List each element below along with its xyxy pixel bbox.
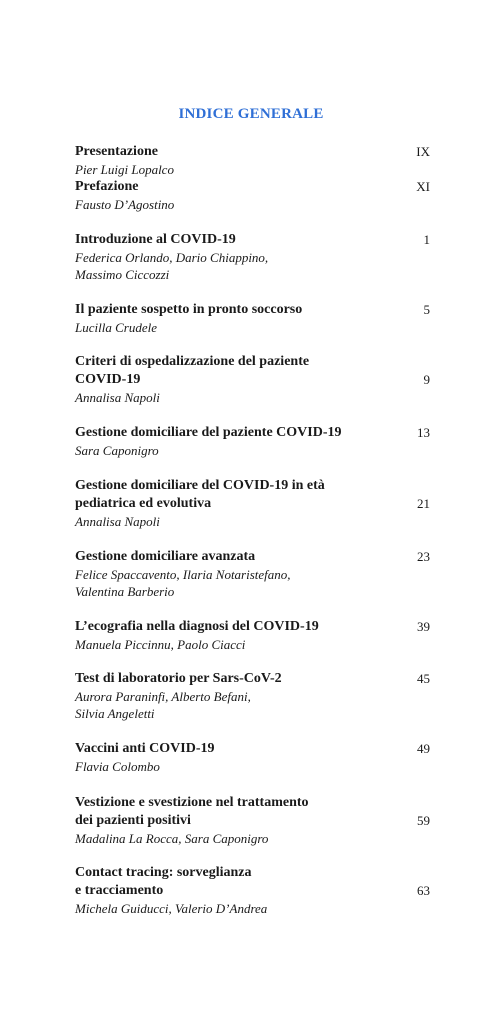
toc-entry-presentazione[interactable] [75, 143, 430, 178]
toc-entry-gestione-avanzata[interactable] [75, 548, 430, 600]
entry-authors: Michela Guiducci, Valerio D’Andrea [75, 901, 268, 916]
toc-entry-gestione-pediatrica[interactable] [75, 477, 430, 530]
toc-entry-gestione-domiciliare[interactable] [75, 424, 430, 459]
entry-authors: Flavia Colombo [75, 759, 160, 774]
toc-entry-contact-tracing[interactable] [75, 864, 430, 917]
entry-page-number: 9 [423, 372, 430, 387]
entry-page-number: XI [416, 179, 430, 194]
entry-page-number: 59 [417, 813, 430, 828]
entry-title: Introduzione al COVID-19 [75, 232, 236, 247]
entry-page-number: IX [416, 144, 430, 159]
entry-authors: Federica Orlando, Dario Chiappino, Massimo Ciccozzi [75, 250, 269, 282]
entry-authors: Fausto D’Agostino [75, 197, 175, 212]
entry-title: Vestizione e svestizione nel trattamento dei pazienti positivi [75, 795, 309, 828]
toc-entry-paziente-sospetto[interactable] [75, 301, 430, 336]
entry-page-number: 45 [417, 671, 430, 686]
toc-entry-criteri-ospedalizzazione[interactable] [75, 353, 430, 406]
entry-title: Prefazione [75, 179, 139, 194]
entry-authors: Lucilla Crudele [75, 320, 157, 335]
entry-page-number: 23 [417, 549, 430, 564]
entry-authors: Manuela Piccinnu, Paolo Ciacci [75, 637, 246, 652]
entry-title: Test di laboratorio per Sars-CoV-2 [75, 671, 282, 686]
entry-title: Gestione domiciliare del COVID-19 in età pediatrica ed evolutiva [75, 478, 325, 511]
entry-authors: Pier Luigi Lopalco [75, 162, 174, 177]
entry-title: Contact tracing: sorveglianza e tracciamento [75, 865, 252, 898]
entry-authors: Sara Caponigro [75, 443, 159, 458]
entry-page-number: 63 [417, 883, 430, 898]
entry-authors: Annalisa Napoli [75, 514, 160, 529]
toc-entry-test-laboratorio[interactable] [75, 670, 430, 722]
entry-page-number: 1 [423, 232, 430, 247]
toc-entry-prefazione[interactable] [75, 178, 430, 213]
entry-page-number: 39 [417, 619, 430, 634]
entry-authors: Madalina La Rocca, Sara Caponigro [75, 831, 269, 846]
entry-authors: Annalisa Napoli [75, 390, 160, 405]
entry-title: Presentazione [75, 144, 158, 159]
entry-authors: Felice Spaccavento, Ilaria Notaristefano, Valentina Barberio [75, 567, 291, 599]
toc-entry-vaccini[interactable] [75, 740, 430, 775]
toc-entry-ecografia[interactable] [75, 618, 430, 653]
entry-title: Gestione domiciliare avanzata [75, 549, 256, 564]
entry-title: L’ecografia nella diagnosi del COVID-19 [75, 619, 319, 634]
toc-entry-introduzione[interactable] [75, 231, 430, 283]
entry-page-number: 13 [417, 425, 430, 440]
entry-title: Il paziente sospetto in pronto soccorso [75, 302, 303, 317]
toc-entry-vestizione[interactable] [75, 794, 430, 847]
entry-title: Criteri di ospedalizzazione del paziente COVID-19 [75, 354, 310, 387]
entry-page-number: 21 [417, 496, 430, 511]
entry-page-number: 5 [423, 302, 430, 317]
entry-title: Vaccini anti COVID-19 [75, 741, 215, 756]
page-title: INDICE GENERALE [178, 106, 324, 122]
entry-page-number: 49 [417, 741, 430, 756]
entry-authors: Aurora Paraninfi, Alberto Befani, Silvia Angeletti [75, 689, 251, 721]
entry-title: Gestione domiciliare del paziente COVID-19 [75, 425, 342, 440]
